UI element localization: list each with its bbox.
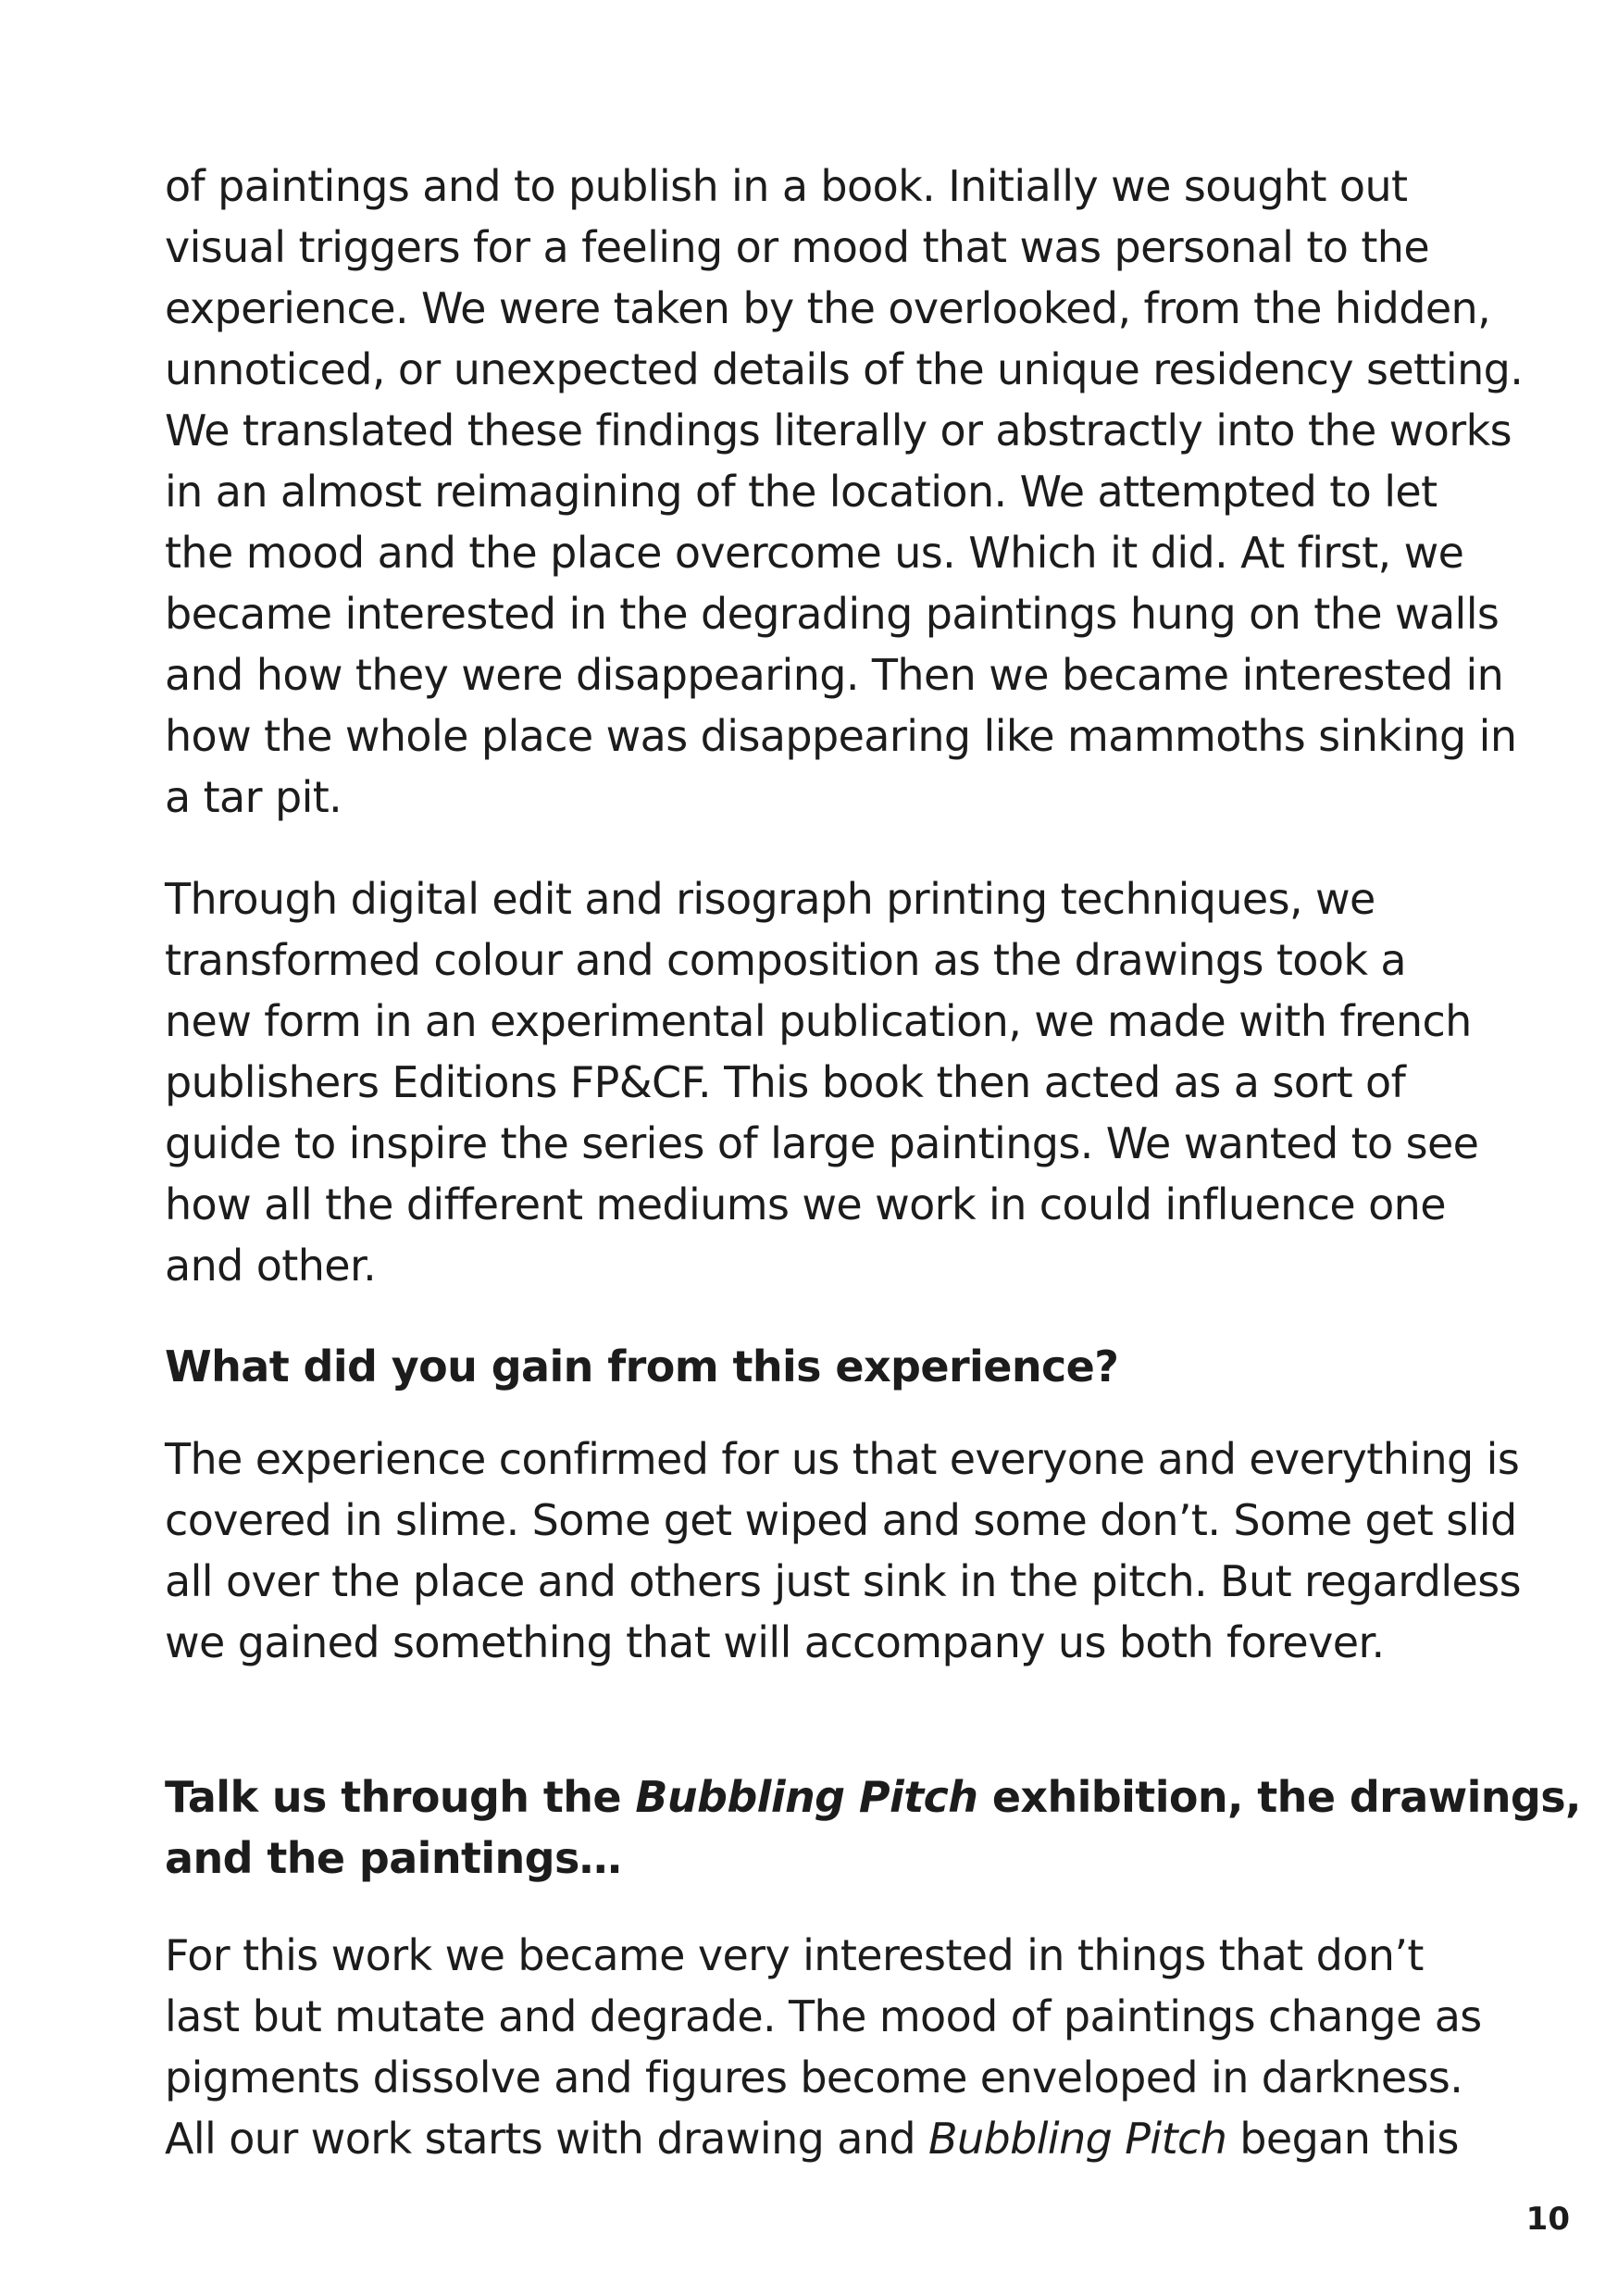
question-line <box>165 1766 1581 1828</box>
text-line: became interested in the degrading paintings hung on the walls <box>165 589 1500 639</box>
text-line: visual triggers for a feeling or mood that was personal to the <box>165 222 1430 272</box>
text-line: the mood and the place overcome us. Which it did. At first, we <box>165 528 1464 578</box>
text-line: covered in slime. Some get wiped and some don’t. Some get slid <box>165 1495 1517 1545</box>
text-line: publishers Editions FP&CF. This book then acted as a sort of <box>165 1057 1406 1107</box>
page-number: 10 <box>1525 2201 1570 2238</box>
text-line: in an almost reimagining of the location. We attempted to let <box>165 467 1438 517</box>
interview-question <box>165 1766 1581 1889</box>
text-line: guide to inspire the series of large paintings. We wanted to see <box>165 1118 1479 1168</box>
question-text: exhibition, the drawings, <box>977 1772 1581 1822</box>
text-line: all over the place and others just sink in the pitch. But regardless <box>165 1556 1521 1606</box>
text-segment: began this <box>1226 2114 1459 2164</box>
question-text: What did you gain from this experience? <box>165 1341 1119 1391</box>
body-paragraph <box>165 868 1478 1296</box>
question-line: and the paintings… <box>165 1833 622 1883</box>
text-line: how all the different mediums we work in could influence one <box>165 1179 1446 1229</box>
text-line: new form in an experimental publication, we made with french <box>165 996 1472 1046</box>
text-line: experience. We were taken by the overlooked, from the hidden, <box>165 283 1491 333</box>
text-line: The experience confirmed for us that everyone and everything is <box>165 1434 1520 1484</box>
text-line: and how they were disappearing. Then we became interested in <box>165 650 1504 700</box>
text-line: and other. <box>165 1241 377 1291</box>
text-line <box>165 2108 1482 2169</box>
text-line: last but mutate and degrade. The mood of paintings change as <box>165 1991 1482 2041</box>
text-segment: All our work starts with drawing and <box>165 2114 929 2164</box>
text-line: we gained something that will accompany us both forever. <box>165 1617 1385 1667</box>
question-text: Talk us through the <box>165 1772 636 1822</box>
text-line: pigments dissolve and figures become enveloped in darkness. <box>165 2053 1463 2103</box>
exhibition-title: Bubbling Pitch <box>635 1772 978 1822</box>
text-line: a tar pit. <box>165 772 342 822</box>
interview-question <box>165 1336 1118 1397</box>
text-line: unnoticed, or unexpected details of the unique residency setting. <box>165 344 1524 394</box>
text-line: We translated these findings literally or abstractly into the works <box>165 406 1512 455</box>
text-line: of paintings and to publish in a book. Initially we sought out <box>165 161 1408 211</box>
text-line: how the whole place was disappearing like mammoths sinking in <box>165 711 1517 761</box>
text-line: Through digital edit and risograph printing techniques, we <box>165 874 1375 924</box>
body-paragraph <box>165 1925 1482 2169</box>
body-paragraph <box>165 156 1523 828</box>
text-line: transformed colour and composition as the drawings took a <box>165 935 1407 985</box>
body-paragraph <box>165 1429 1521 1673</box>
exhibition-title: Bubbling Pitch <box>928 2114 1227 2164</box>
text-line: For this work we became very interested in things that don’t <box>165 1930 1424 1980</box>
